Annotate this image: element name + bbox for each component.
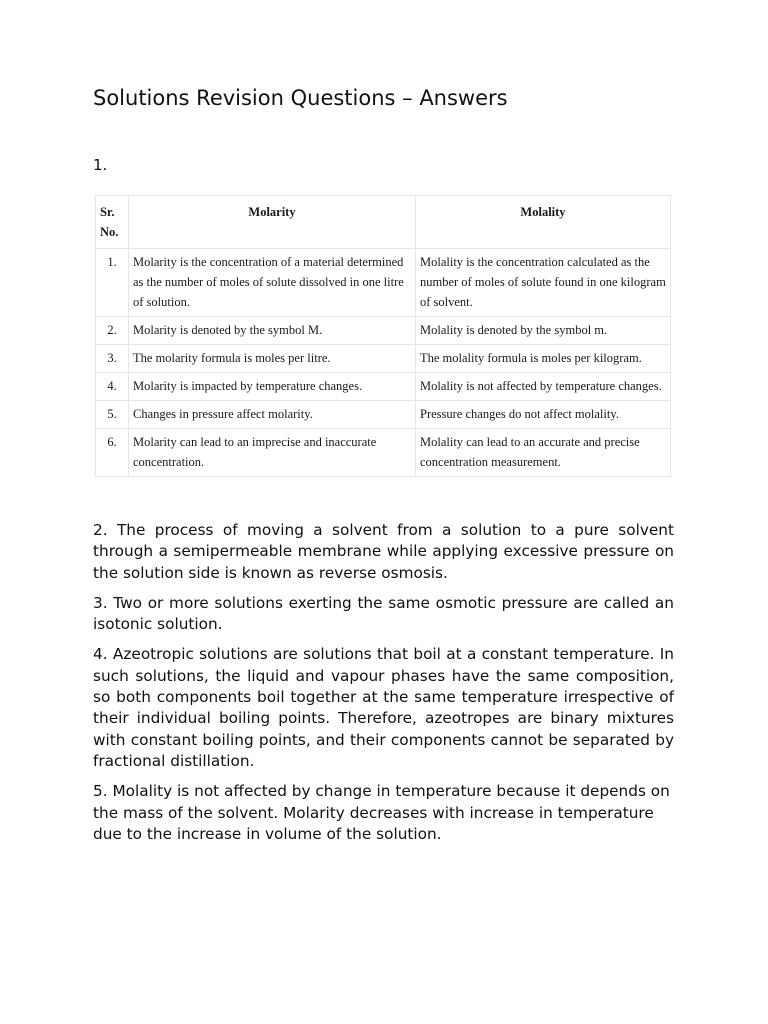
row-molality: Molality is denoted by the symbol m.	[416, 317, 671, 345]
row-molarity: Changes in pressure affect molarity.	[129, 401, 416, 429]
table-row	[96, 249, 671, 317]
row-sr: 6.	[96, 429, 129, 477]
answer-2: 2. The process of moving a solvent from a solution to a pure solvent through a semipermeable membrane while applying excessive pressure on the solution side is known as reverse osmosis.	[93, 521, 674, 582]
row-molarity: The molarity formula is moles per litre.	[129, 345, 416, 373]
table-row	[96, 429, 671, 477]
row-molality: Pressure changes do not affect molality.	[416, 401, 671, 429]
header-molarity: Molarity	[129, 196, 416, 249]
row-sr: 2.	[96, 317, 129, 345]
row-molarity: Molarity is denoted by the symbol M.	[129, 317, 416, 345]
answers-section	[93, 520, 674, 854]
page-title: Solutions Revision Questions – Answers	[93, 86, 508, 110]
answer-3: 3. Two or more solutions exerting the same osmotic pressure are called an isotonic solution.	[93, 593, 674, 634]
comparison-table	[95, 195, 671, 477]
row-molarity: Molarity is impacted by temperature changes.	[129, 373, 416, 401]
question-1-label: 1.	[93, 156, 108, 174]
row-molality: Molality is the concentration calculated as the number of moles of solute found in one kilogram of solvent.	[416, 249, 671, 317]
row-molality: Molality is not affected by temperature changes.	[416, 373, 671, 401]
answer-5: 5. Molality is not affected by change in temperature because it depends on the mass of the solvent. Molarity decreases with increase in temperature due to the increase in volume of the solution.	[93, 782, 670, 843]
row-molality: Molality can lead to an accurate and precise concentration measurement.	[416, 429, 671, 477]
header-molality: Molality	[416, 196, 671, 249]
header-sr-no: Sr. No.	[96, 196, 129, 249]
table-row	[96, 373, 671, 401]
row-sr: 1.	[96, 249, 129, 317]
table-header-row	[96, 196, 671, 249]
table-row	[96, 401, 671, 429]
row-molarity: Molarity is the concentration of a material determined as the number of moles of solute dissolved in one litre of solution.	[129, 249, 416, 317]
row-sr: 5.	[96, 401, 129, 429]
table-row	[96, 317, 671, 345]
row-sr: 3.	[96, 345, 129, 373]
table-row	[96, 345, 671, 373]
row-molality: The molality formula is moles per kilogram.	[416, 345, 671, 373]
row-sr: 4.	[96, 373, 129, 401]
answer-4: 4. Azeotropic solutions are solutions that boil at a constant temperature. In such solutions, the liquid and vapour phases have the same composition, so both components boil together at the same temperature irrespective of their individual boiling points. Therefore, azeotropes are binary mixtures with constant boiling points, and their components cannot be separated by fractional distillation.	[93, 645, 674, 770]
row-molarity: Molarity can lead to an imprecise and inaccurate concentration.	[129, 429, 416, 477]
